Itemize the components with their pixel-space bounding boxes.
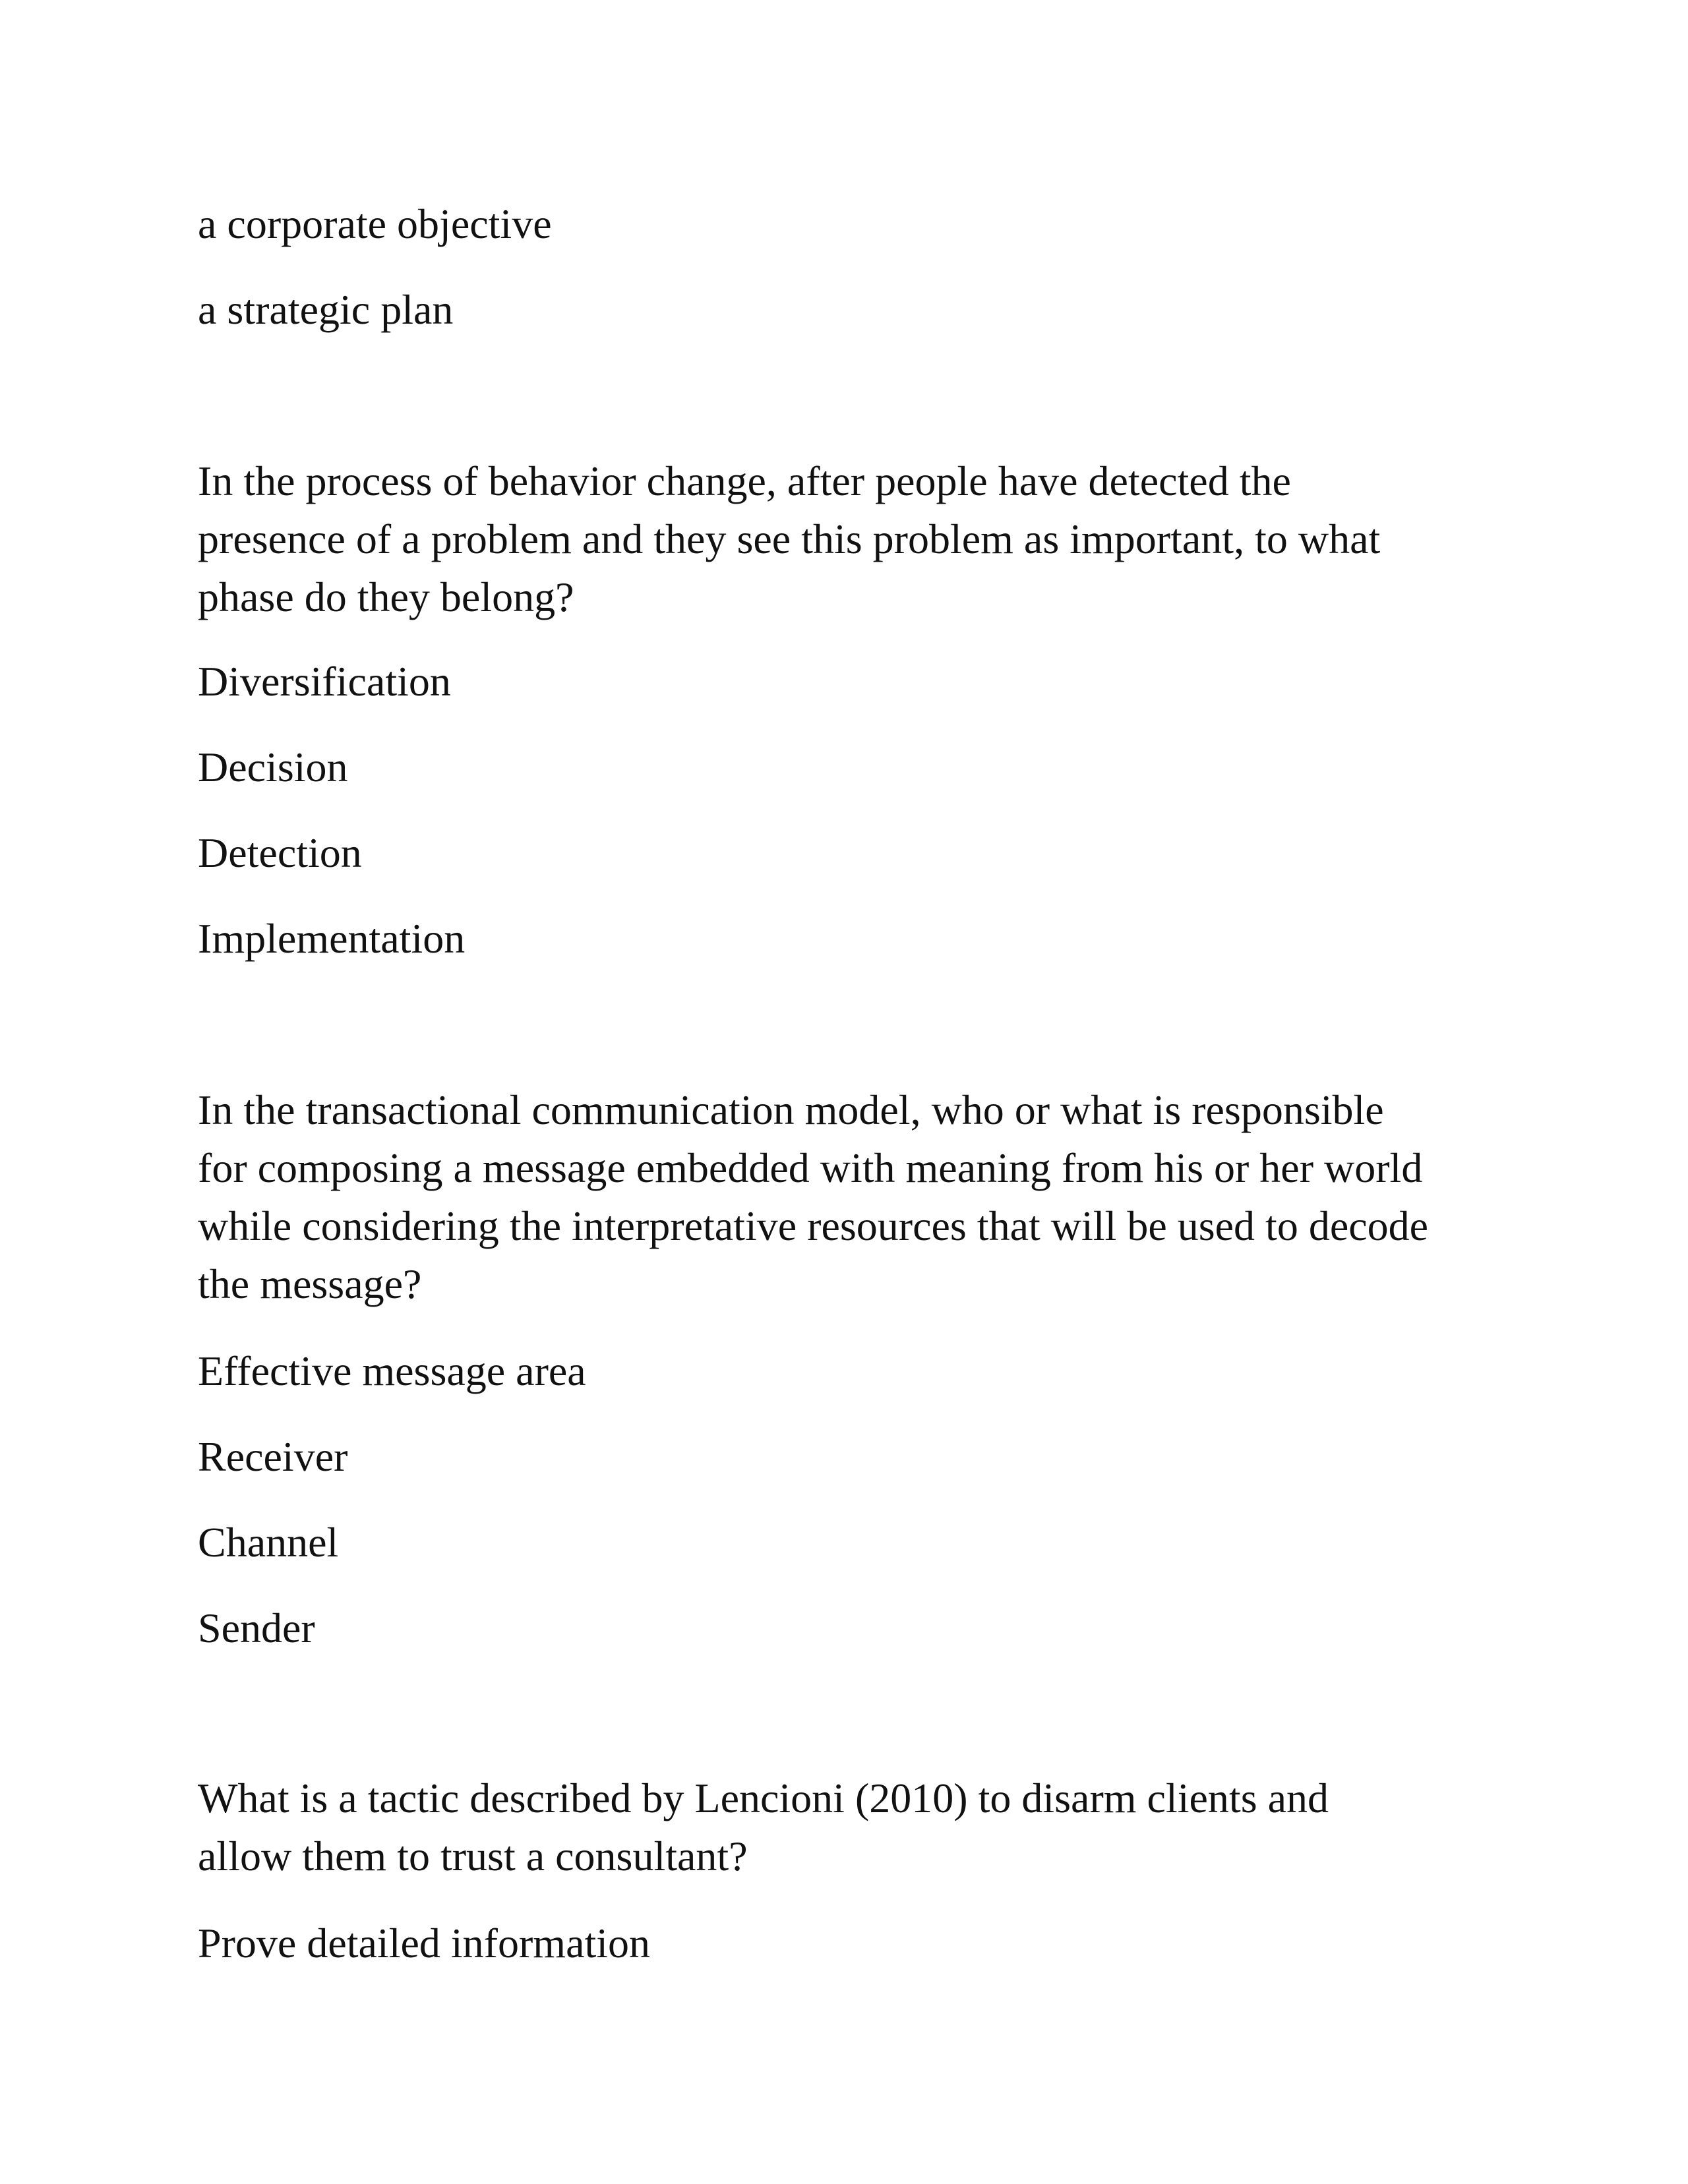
question-text [198, 1081, 1503, 1313]
question-line: the message? [198, 1260, 422, 1307]
answer-option: a strategic plan [198, 286, 454, 333]
answer-option: Receiver [198, 1433, 348, 1480]
answer-option: Sender [198, 1605, 315, 1651]
question-line: allow them to trust a consultant? [198, 1833, 748, 1879]
question-line: for composing a message embedded with meaning from his or her world [198, 1144, 1423, 1191]
answer-option: Channel [198, 1519, 339, 1566]
question-line: In the process of behavior change, after people have detected the [198, 457, 1291, 504]
answer-option: a corporate objective [198, 200, 552, 247]
answer-option: Decision [198, 744, 348, 790]
question-text [198, 452, 1503, 626]
answer-option: Diversification [198, 658, 451, 705]
answer-option: Prove detailed information [198, 1920, 651, 1966]
question-line: What is a tactic described by Lencioni (2010) to disarm clients and [198, 1775, 1329, 1821]
question-line: while considering the interpretative resources that will be used to decode [198, 1202, 1429, 1249]
question-line: phase do they belong? [198, 574, 574, 620]
question-line: In the transactional communication model, who or what is responsible [198, 1086, 1384, 1133]
answer-option: Implementation [198, 915, 466, 962]
question-text [198, 1769, 1503, 1885]
answer-option: Detection [198, 829, 362, 876]
answer-option: Effective message area [198, 1347, 586, 1394]
question-line: presence of a problem and they see this problem as important, to what [198, 516, 1381, 562]
